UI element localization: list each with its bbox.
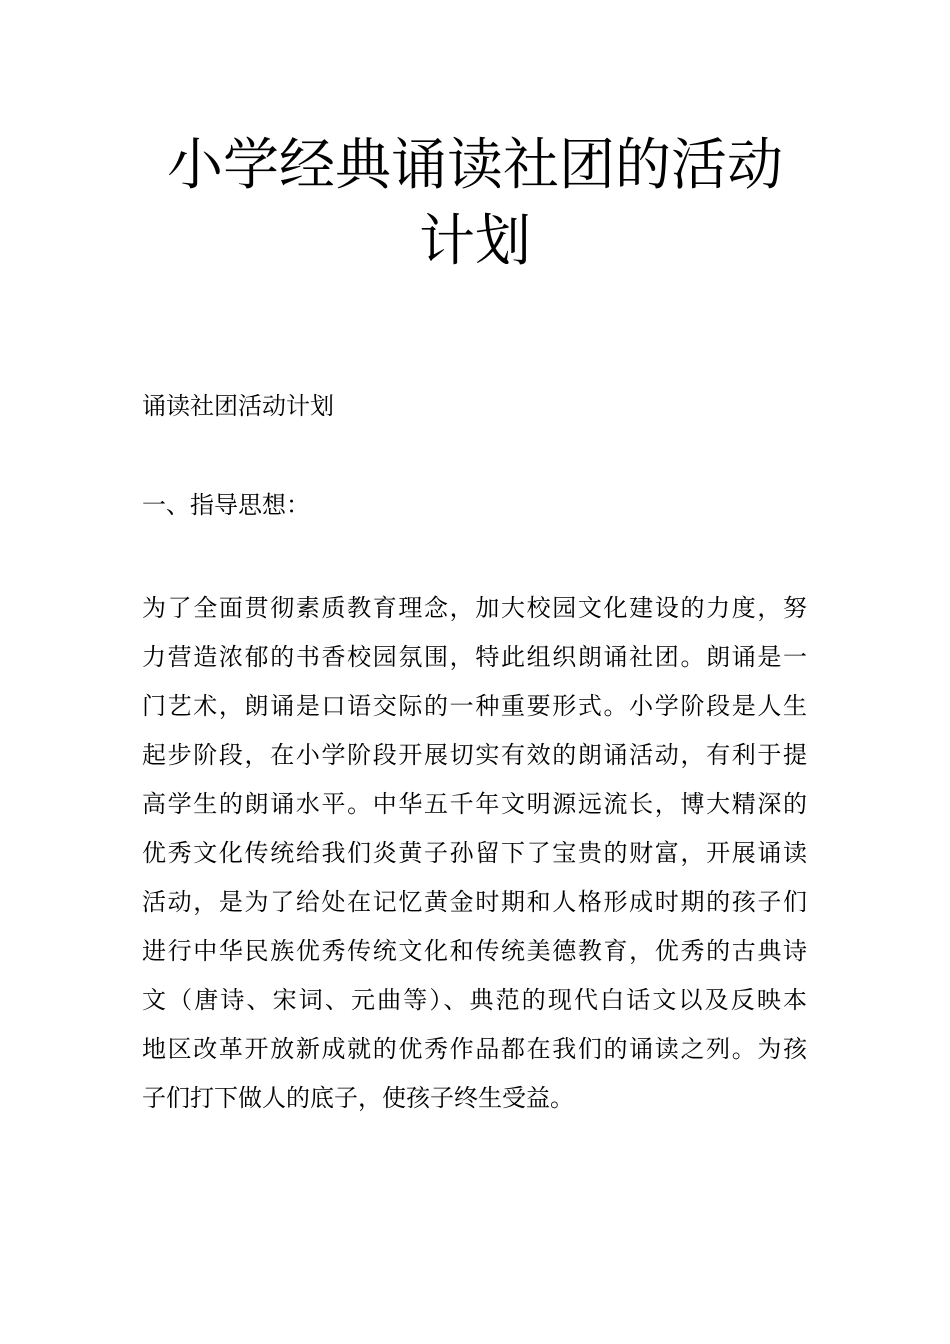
paragraph-line: 门艺术，朗诵是口语交际的一种重要形式。小学阶段是人生 <box>142 692 807 720</box>
paragraph-line: 为了全面贯彻素质教育理念，加大校园文化建设的力度，努 <box>142 594 807 622</box>
paragraph-line: 起步阶段，在小学阶段开展切实有效的朗诵活动，有利于提 <box>142 741 807 769</box>
paragraph-line: 地区改革开放新成就的优秀作品都在我们的诵读之列。为孩 <box>142 1035 807 1063</box>
paragraph-line: 进行中华民族优秀传统文化和传统美德教育，优秀的古典诗 <box>142 937 807 965</box>
section-heading-guiding-ideology: 一、指导思想： <box>142 491 310 519</box>
paragraph-line: 文（唐诗、宋词、元曲等）、典范的现代白话文以及反映本 <box>142 986 807 1014</box>
paragraph-line: 优秀文化传统给我们炎黄子孙留下了宝贵的财富，开展诵读 <box>142 839 807 867</box>
paragraph-line: 子们打下做人的底子，使孩子终生受益。 <box>142 1084 574 1112</box>
document-title <box>100 128 850 280</box>
document-title-line-1: 小学经典诵读社团的活动 <box>167 133 783 198</box>
document-subheading: 诵读社团活动计划 <box>142 392 334 420</box>
paragraph-line: 高学生的朗诵水平。中华五千年文明源远流长，博大精深的 <box>142 790 807 818</box>
paragraph-line: 活动，是为了给处在记忆黄金时期和人格形成时期的孩子们 <box>142 888 807 916</box>
paragraph-line: 力营造浓郁的书香校园氛围，特此组织朗诵社团。朗诵是一 <box>142 643 807 671</box>
body-paragraph <box>142 584 807 1123</box>
document-title-line-2: 计划 <box>419 209 531 274</box>
